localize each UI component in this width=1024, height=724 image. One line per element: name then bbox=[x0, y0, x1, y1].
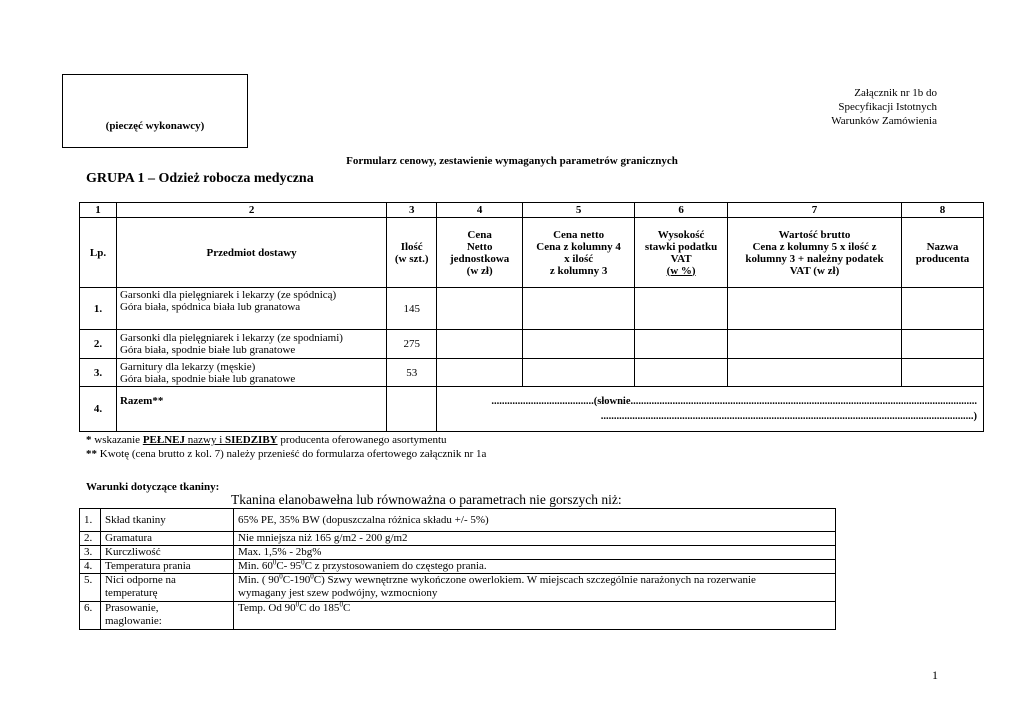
row-quantity: 53 bbox=[387, 359, 437, 387]
param-name: Temperatura prania bbox=[101, 560, 234, 574]
row-vat-cell[interactable] bbox=[635, 288, 728, 330]
row-vat-cell[interactable] bbox=[635, 359, 728, 387]
row-gross-cell[interactable] bbox=[728, 288, 902, 330]
header-item: Przedmiot dostawy bbox=[116, 218, 386, 288]
table-row bbox=[80, 532, 836, 546]
col-number: 2 bbox=[116, 203, 386, 218]
conditions-title: Warunki dotyczące tkaniny: bbox=[86, 481, 220, 493]
row-net-price-cell[interactable] bbox=[523, 359, 635, 387]
row-lp: 2. bbox=[80, 330, 117, 359]
row-producer-cell[interactable] bbox=[901, 288, 983, 330]
param-value: Max. 1,5% - 2bg% bbox=[234, 546, 836, 560]
param-name: Prasowanie, maglowanie: bbox=[101, 602, 234, 630]
table-row bbox=[80, 574, 836, 602]
row-item: Garsonki dla pielęgniarek i lekarzy (ze spodniami) Góra biała, spodnie białe lub granatowe bbox=[116, 330, 386, 359]
annex-line-3: Warunków Zamówienia bbox=[831, 115, 937, 127]
stamp-label: (pieczęć wykonawcy) bbox=[105, 120, 205, 132]
fabric-title: Tkanina elanobawełna lub równoważna o parametrach nie gorszych niż: bbox=[231, 492, 622, 507]
total-quantity-cell bbox=[387, 387, 437, 432]
row-producer-cell[interactable] bbox=[901, 359, 983, 387]
param-number: 1. bbox=[80, 509, 101, 532]
table-row bbox=[80, 509, 836, 532]
row-lp: 1. bbox=[80, 288, 117, 330]
price-form-table bbox=[79, 202, 984, 432]
row-lp: 3. bbox=[80, 359, 117, 387]
row-item: Garnitury dla lekarzy (męskie) Góra biała, spodnie białe lub granatowe bbox=[116, 359, 386, 387]
row-net-price-cell[interactable] bbox=[523, 288, 635, 330]
table-row bbox=[80, 359, 984, 387]
header-quantity: Ilość (w szt.) bbox=[387, 218, 437, 288]
param-number: 2. bbox=[80, 532, 101, 546]
param-name: Gramatura bbox=[101, 532, 234, 546]
footnote-2: ** Kwotę (cena brutto z kol. 7) należy przenieść do formularza ofertowego załącznik nr 1a bbox=[86, 448, 487, 460]
total-row bbox=[80, 387, 984, 432]
annex-line-1: Załącznik nr 1b do bbox=[854, 87, 937, 99]
row-vat-cell[interactable] bbox=[635, 330, 728, 359]
header-producer: Nazwa producenta bbox=[901, 218, 983, 288]
param-number: 3. bbox=[80, 546, 101, 560]
row-gross-cell[interactable] bbox=[728, 330, 902, 359]
total-label: Razem** bbox=[116, 387, 386, 432]
footnotes bbox=[86, 433, 486, 461]
col-number: 6 bbox=[635, 203, 728, 218]
header-lp: Lp. bbox=[80, 218, 117, 288]
header-gross-value: Wartość brutto Cena z kolumny 5 x ilość z kolumny 3 + należny podatek VAT (w zł) bbox=[728, 218, 902, 288]
col-number: 4 bbox=[437, 203, 523, 218]
row-quantity: 275 bbox=[387, 330, 437, 359]
table-row bbox=[80, 330, 984, 359]
header-unit-price: Cena Netto jednostkowa (w zł) bbox=[437, 218, 523, 288]
header-vat-rate: Wysokość stawki podatku VAT (w %) bbox=[635, 218, 728, 288]
table-row bbox=[80, 546, 836, 560]
annex-line-2: Specyfikacji Istotnych bbox=[838, 101, 937, 113]
row-unit-price-cell[interactable] bbox=[437, 359, 523, 387]
row-producer-cell[interactable] bbox=[901, 330, 983, 359]
param-number: 6. bbox=[80, 602, 101, 630]
param-value: Nie mniejsza niż 165 g/m2 - 200 g/m2 bbox=[234, 532, 836, 546]
group-title: GRUPA 1 – Odzież robocza medyczna bbox=[86, 171, 314, 186]
footnote-1: * wskazanie PEŁNEJ nazwy i SIEDZIBY producenta oferowanego asortymentu bbox=[86, 434, 447, 446]
row-unit-price-cell[interactable] bbox=[437, 288, 523, 330]
col-number: 7 bbox=[728, 203, 902, 218]
contractor-stamp-box bbox=[62, 74, 248, 148]
total-in-words-field[interactable]: .......................................(słownie.................................................................................................................................... ..............................................................................................................................................) bbox=[437, 387, 984, 432]
row-unit-price-cell[interactable] bbox=[437, 330, 523, 359]
fabric-parameters-table bbox=[79, 508, 836, 630]
param-name: Skład tkaniny bbox=[101, 509, 234, 532]
row-quantity: 145 bbox=[387, 288, 437, 330]
row-net-price-cell[interactable] bbox=[523, 330, 635, 359]
table-row bbox=[80, 602, 836, 630]
col-number: 8 bbox=[901, 203, 983, 218]
row-item: Garsonki dla pielęgniarek i lekarzy (ze spódnicą) Góra biała, spódnica biała lub granatowa bbox=[116, 288, 386, 330]
form-title: Formularz cenowy, zestawienie wymaganych parametrów granicznych bbox=[346, 155, 678, 167]
col-number: 5 bbox=[523, 203, 635, 218]
header-net-price: Cena netto Cena z kolumny 4 x ilość z kolumny 3 bbox=[523, 218, 635, 288]
param-value: 65% PE, 35% BW (dopuszczalna różnica składu +/- 5%) bbox=[234, 509, 836, 532]
param-value: Min. ( $90^0C-190^0C$) Szwy wewnętrzne wykończone owerlokiem. W miejscach szczególnie narażonych na rozerwanie wymagany jest szew podwójny, wzmocniony bbox=[234, 574, 836, 602]
param-number: 4. bbox=[80, 560, 101, 574]
annex-note bbox=[831, 86, 937, 128]
column-numbers-row bbox=[80, 203, 984, 218]
param-name: Nici odporne na temperaturę bbox=[101, 574, 234, 602]
col-number: 1 bbox=[80, 203, 117, 218]
header-row bbox=[80, 218, 984, 288]
total-lp: 4. bbox=[80, 387, 117, 432]
col-number: 3 bbox=[387, 203, 437, 218]
page-number: 1 bbox=[932, 668, 938, 682]
table-row bbox=[80, 288, 984, 330]
param-value: Min. $60^0C-$ $95^0C$ z przystosowaniem do częstego prania. bbox=[234, 560, 836, 574]
param-value: Temp. Od $90^0C$ do $185^0C$ bbox=[234, 602, 836, 630]
row-gross-cell[interactable] bbox=[728, 359, 902, 387]
table-row bbox=[80, 560, 836, 574]
param-name: Kurczliwość bbox=[101, 546, 234, 560]
param-number: 5. bbox=[80, 574, 101, 602]
